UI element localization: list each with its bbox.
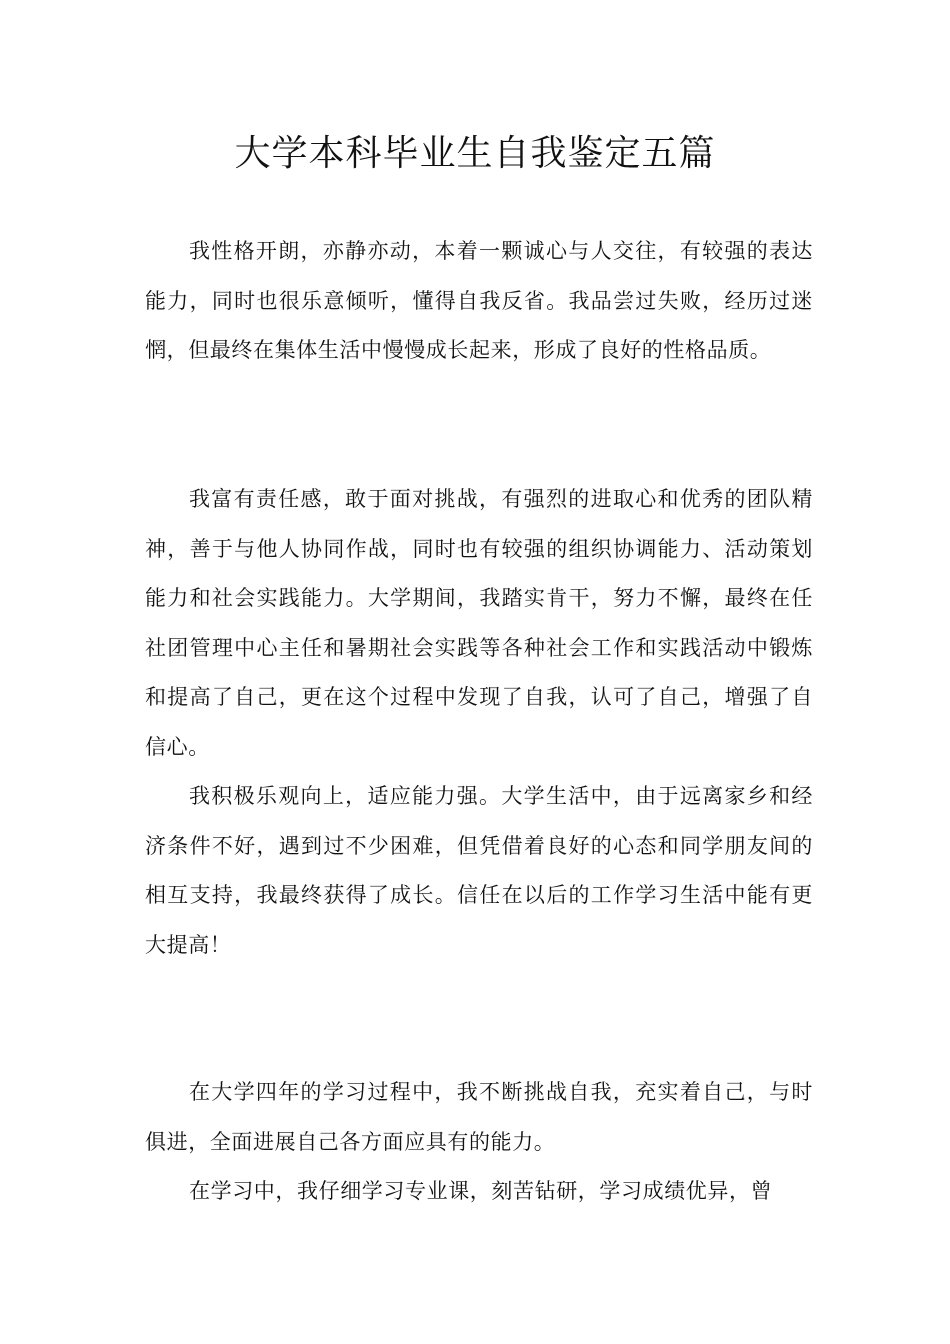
paragraph-optimism: 我积极乐观向上，适应能力强。大学生活中，由于远离家乡和经济条件不好，遇到过不少困难，但凭借着良好的心态和同学朋友间的相互支持，我最终获得了成长。信任在以后的工作学习生活中能有更大提高！ bbox=[145, 784, 813, 957]
paragraph-responsibility: 我富有责任感，敢于面对挑战，有强烈的进取心和优秀的团队精神，善于与他人协同作战，同时也有较强的组织协调能力、活动策划能力和社会实践能力。大学期间，我踏实肯干，努力不懈，最终在任社团管理中心主任和暑期社会实践等各种社会工作和实践活动中锻炼和提高了自己，更在这个过程中发现了自我，认可了自己，增强了自信心。 bbox=[145, 487, 813, 759]
document-title: 大学本科毕业生自我鉴定五篇 bbox=[234, 133, 716, 174]
paragraph-study-courses: 在学习中，我仔细学习专业课，刻苦钻研，学习成绩优异，曾 bbox=[189, 1179, 773, 1203]
paragraph-personality: 我性格开朗，亦静亦动，本着一颗诚心与人交往，有较强的表达能力，同时也很乐意倾听，懂得自我反省。我品尝过失败，经历过迷惘，但最终在集体生活中慢慢成长起来，形成了良好的性格品质。 bbox=[145, 239, 813, 362]
paragraph-study-years: 在大学四年的学习过程中，我不断挑战自我，充实着自己，与时俱进，全面进展自己各方面应具有的能力。 bbox=[145, 1080, 813, 1154]
